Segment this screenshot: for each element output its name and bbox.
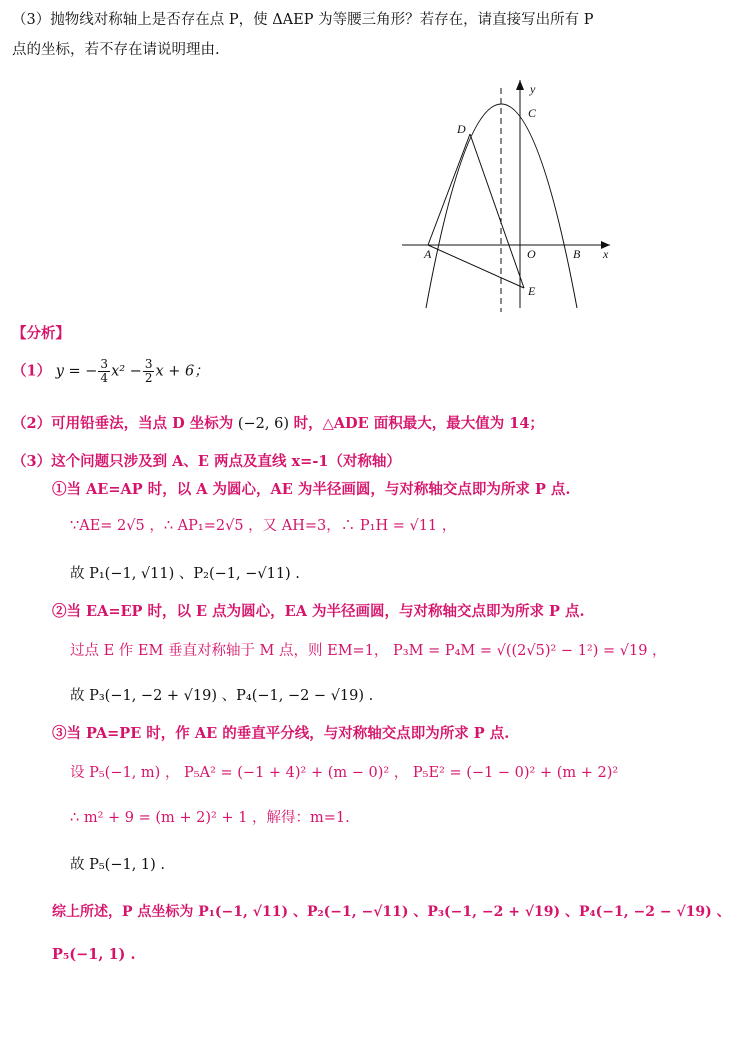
case1-math: ∵AE= 2√5 ，∴ AP₁=2√5 ，又 AH=3，∴ P₁H = √11 ， — [70, 518, 457, 534]
case2-title: ②当 EA=EP 时，以 E 点为圆心，EA 为半径画圆，与对称轴交点即为所求 P 点. — [52, 603, 585, 620]
label-A: A — [424, 247, 432, 261]
y-axis-arrow — [516, 80, 524, 90]
question-line-1: （3）抛物线对称轴上是否存在点 P，使 ΔAEP 为等腰三角形？若存在，请直接写出所有 P — [12, 12, 594, 28]
frac1-denominator: 4 — [100, 371, 109, 385]
fraction-3-2 — [143, 358, 155, 385]
label-x: x — [603, 247, 609, 261]
p1-formula-b: x² − — [111, 363, 142, 380]
part3-intro: （3）这个问题只涉及到 A、E 两点及直线 x=-1（对称轴） — [12, 453, 401, 470]
summary-line-1: 综上所述，P 点坐标为 P₁(−1, √11) 、P₂(−1, −√11) 、P₃(−1, −2 + √19) 、P₄(−1, −2 − √19) 、 — [52, 904, 731, 920]
parabola-figure — [0, 75, 640, 315]
segment-AE — [428, 245, 524, 288]
case1-result: 故 P₁(−1, √11) 、P₂(−1, −√11) . — [70, 566, 300, 582]
question-line-2: 点的坐标，若不存在请说明理由. — [12, 42, 220, 58]
case3-result: 故 P₅(−1, 1) . — [70, 857, 166, 873]
case3-solve: ∴ m² + 9 = (m + 2)² + 1 ，解得：m=1. — [70, 810, 350, 826]
summary-line-2: P₅(−1, 1) . — [52, 946, 136, 963]
label-C: C — [528, 106, 537, 120]
label-y: y — [530, 82, 536, 96]
case2-result: 故 P₃(−1, −2 + √19) 、P₄(−1, −2 − √19) . — [70, 688, 374, 704]
label-O: O — [527, 247, 536, 261]
frac2-numerator: 3 — [144, 357, 153, 371]
frac1-numerator: 3 — [100, 357, 109, 371]
p1-formula-c: x + 6； — [155, 363, 209, 380]
fraction-3-4 — [98, 358, 110, 385]
part2-line — [12, 412, 544, 433]
case2-math: 过点 E 作 EM 垂直对称轴于 M 点，则 EM=1， P₃M = P₄M = √((2√5)² − 1²) = √19 ， — [70, 643, 667, 659]
frac2-denominator: 2 — [144, 371, 153, 385]
case1-title: ①当 AE=AP 时，以 A 为圆心，AE 为半径画圆，与对称轴交点即为所求 P 点. — [52, 481, 571, 498]
part1-line — [12, 358, 209, 385]
segment-AD — [428, 134, 470, 245]
case3-title: ③当 PA=PE 时，作 AE 的垂直平分线，与对称轴交点即为所求 P 点. — [52, 725, 510, 742]
case3-math: 设 P₅(−1, m) ， P₅A² = (−1 + 4)² + (m − 0)² ， P₅E² = (−1 − 0)² + (m + 2)² — [70, 765, 619, 781]
label-D: D — [457, 122, 466, 136]
label-E: E — [528, 284, 536, 298]
analysis-header: 【分析】 — [12, 325, 70, 342]
part2-text-a: （2）可用铅垂法，当点 D 坐标为 — [12, 415, 234, 432]
part2-coord: (−2, 6) — [237, 416, 290, 432]
segment-DE — [470, 134, 524, 288]
p1-formula-a: y = − — [55, 363, 98, 380]
part2-text-b: 时，△ADE 面积最大，最大值为 14； — [293, 415, 544, 432]
part1-label: （1） — [12, 362, 52, 380]
label-B: B — [573, 247, 581, 261]
